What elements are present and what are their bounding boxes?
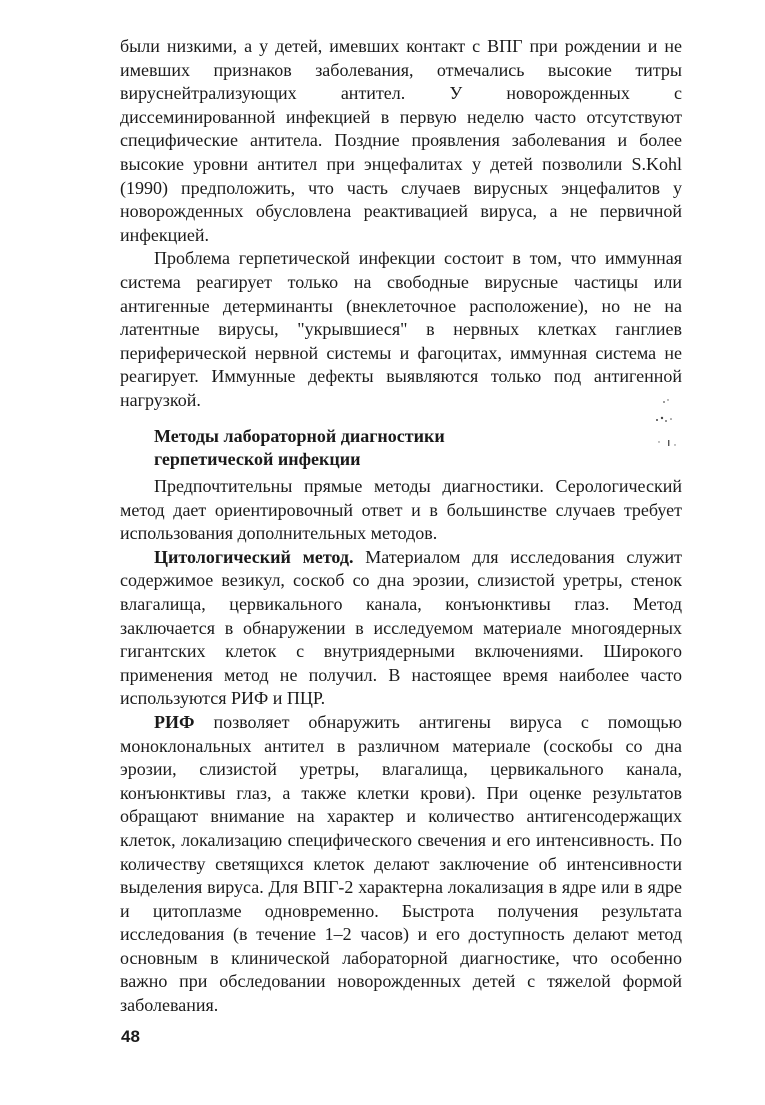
- paragraph-problem: Проблема герпетической инфекции состоит в том, что иммунная система реагирует только на свободные вирусные частицы или антигенные детерминанты (внеклеточное расположение), но не на латентные вирусы, "укрывшиеся" в нервных клетках ганглиев периферической нервной системы и фагоцитах, иммунная система не реагирует. Иммунные дефекты выявляются только под антигенной нагрузкой.: [120, 248, 682, 410]
- paragraph-preferred-methods: Предпочтительны прямые методы диагностики. Серологический метод дает ориентировочный ответ и в большинстве случаев требует использования дополнительных методов.: [120, 476, 682, 544]
- cytological-method-text: Материалом для исследования служит содержимое везикул, соскоб со дна эрозии, слизистой уретры, стенок влагалища, цервикального канала, конъюнктивы глаз. Метод заключается в обнаружении в исследуемом материале многоядерных гигантских клеток с внутриядерными включениями. Широкого применения метод не получил. В настоящее время наиболее часто используются РИФ и ПЦР.: [120, 546, 682, 709]
- rif-text: позволяет обнаружить антигены вируса с помощью моноклональных антител в различном материале (соскобы со дна эрозии, слизистой уретры, влагалища, цервикального канала, конъюнктивы глаз, а также клетки крови). При оценке результатов обращают внимание на характер и количество антигенсодержащих клеток, локализацию специфического свечения и его интенсивность. По количеству светящихся клеток делают заключение об интенсивности выделения вируса. Для ВПГ-2 характерна локализация в ядре или в ядре и цитоплазме одновременно. Быстрота получения результата исследования (в течение 1–2 часов) и его доступность делают метод основным в клинической лабораторной диагностике, что особенно важно при обследовании новорожденных детей с тяжелой формой заболевания.: [120, 711, 682, 1016]
- run-in-heading-rif: РИФ: [154, 711, 195, 732]
- scan-specks: [648, 394, 688, 454]
- body-text-top: [120, 35, 682, 413]
- paragraph-rif: [120, 711, 682, 1018]
- run-in-heading-cytological: Цитологический метод.: [154, 546, 354, 567]
- section-heading-line-2: герпетической инфекции: [154, 449, 361, 469]
- body-text-section: [120, 475, 682, 1018]
- section-heading-line-1: Методы лабораторной диагностики: [154, 426, 445, 446]
- section-heading: [154, 425, 574, 471]
- paragraph-cytological-method: [120, 546, 682, 711]
- paragraph-continuation: были низкими, а у детей, имевших контакт с ВПГ при рождении и не имевших признаков заболевания, отмечались высокие титры вируснейтрализующих антител. У новорожденных с диссеминированной инфекцией в первую неделю часто отсутствуют специфические антитела. Поздние проявления заболевания и более высокие уровни антител при энцефалитах у детей позволили S.Kohl (1990) предположить, что часть случаев вирусных энцефалитов у новорожденных обусловлена реактивацией вируса, а не первичной инфекцией.: [120, 36, 682, 245]
- page-number: 48: [121, 1027, 140, 1046]
